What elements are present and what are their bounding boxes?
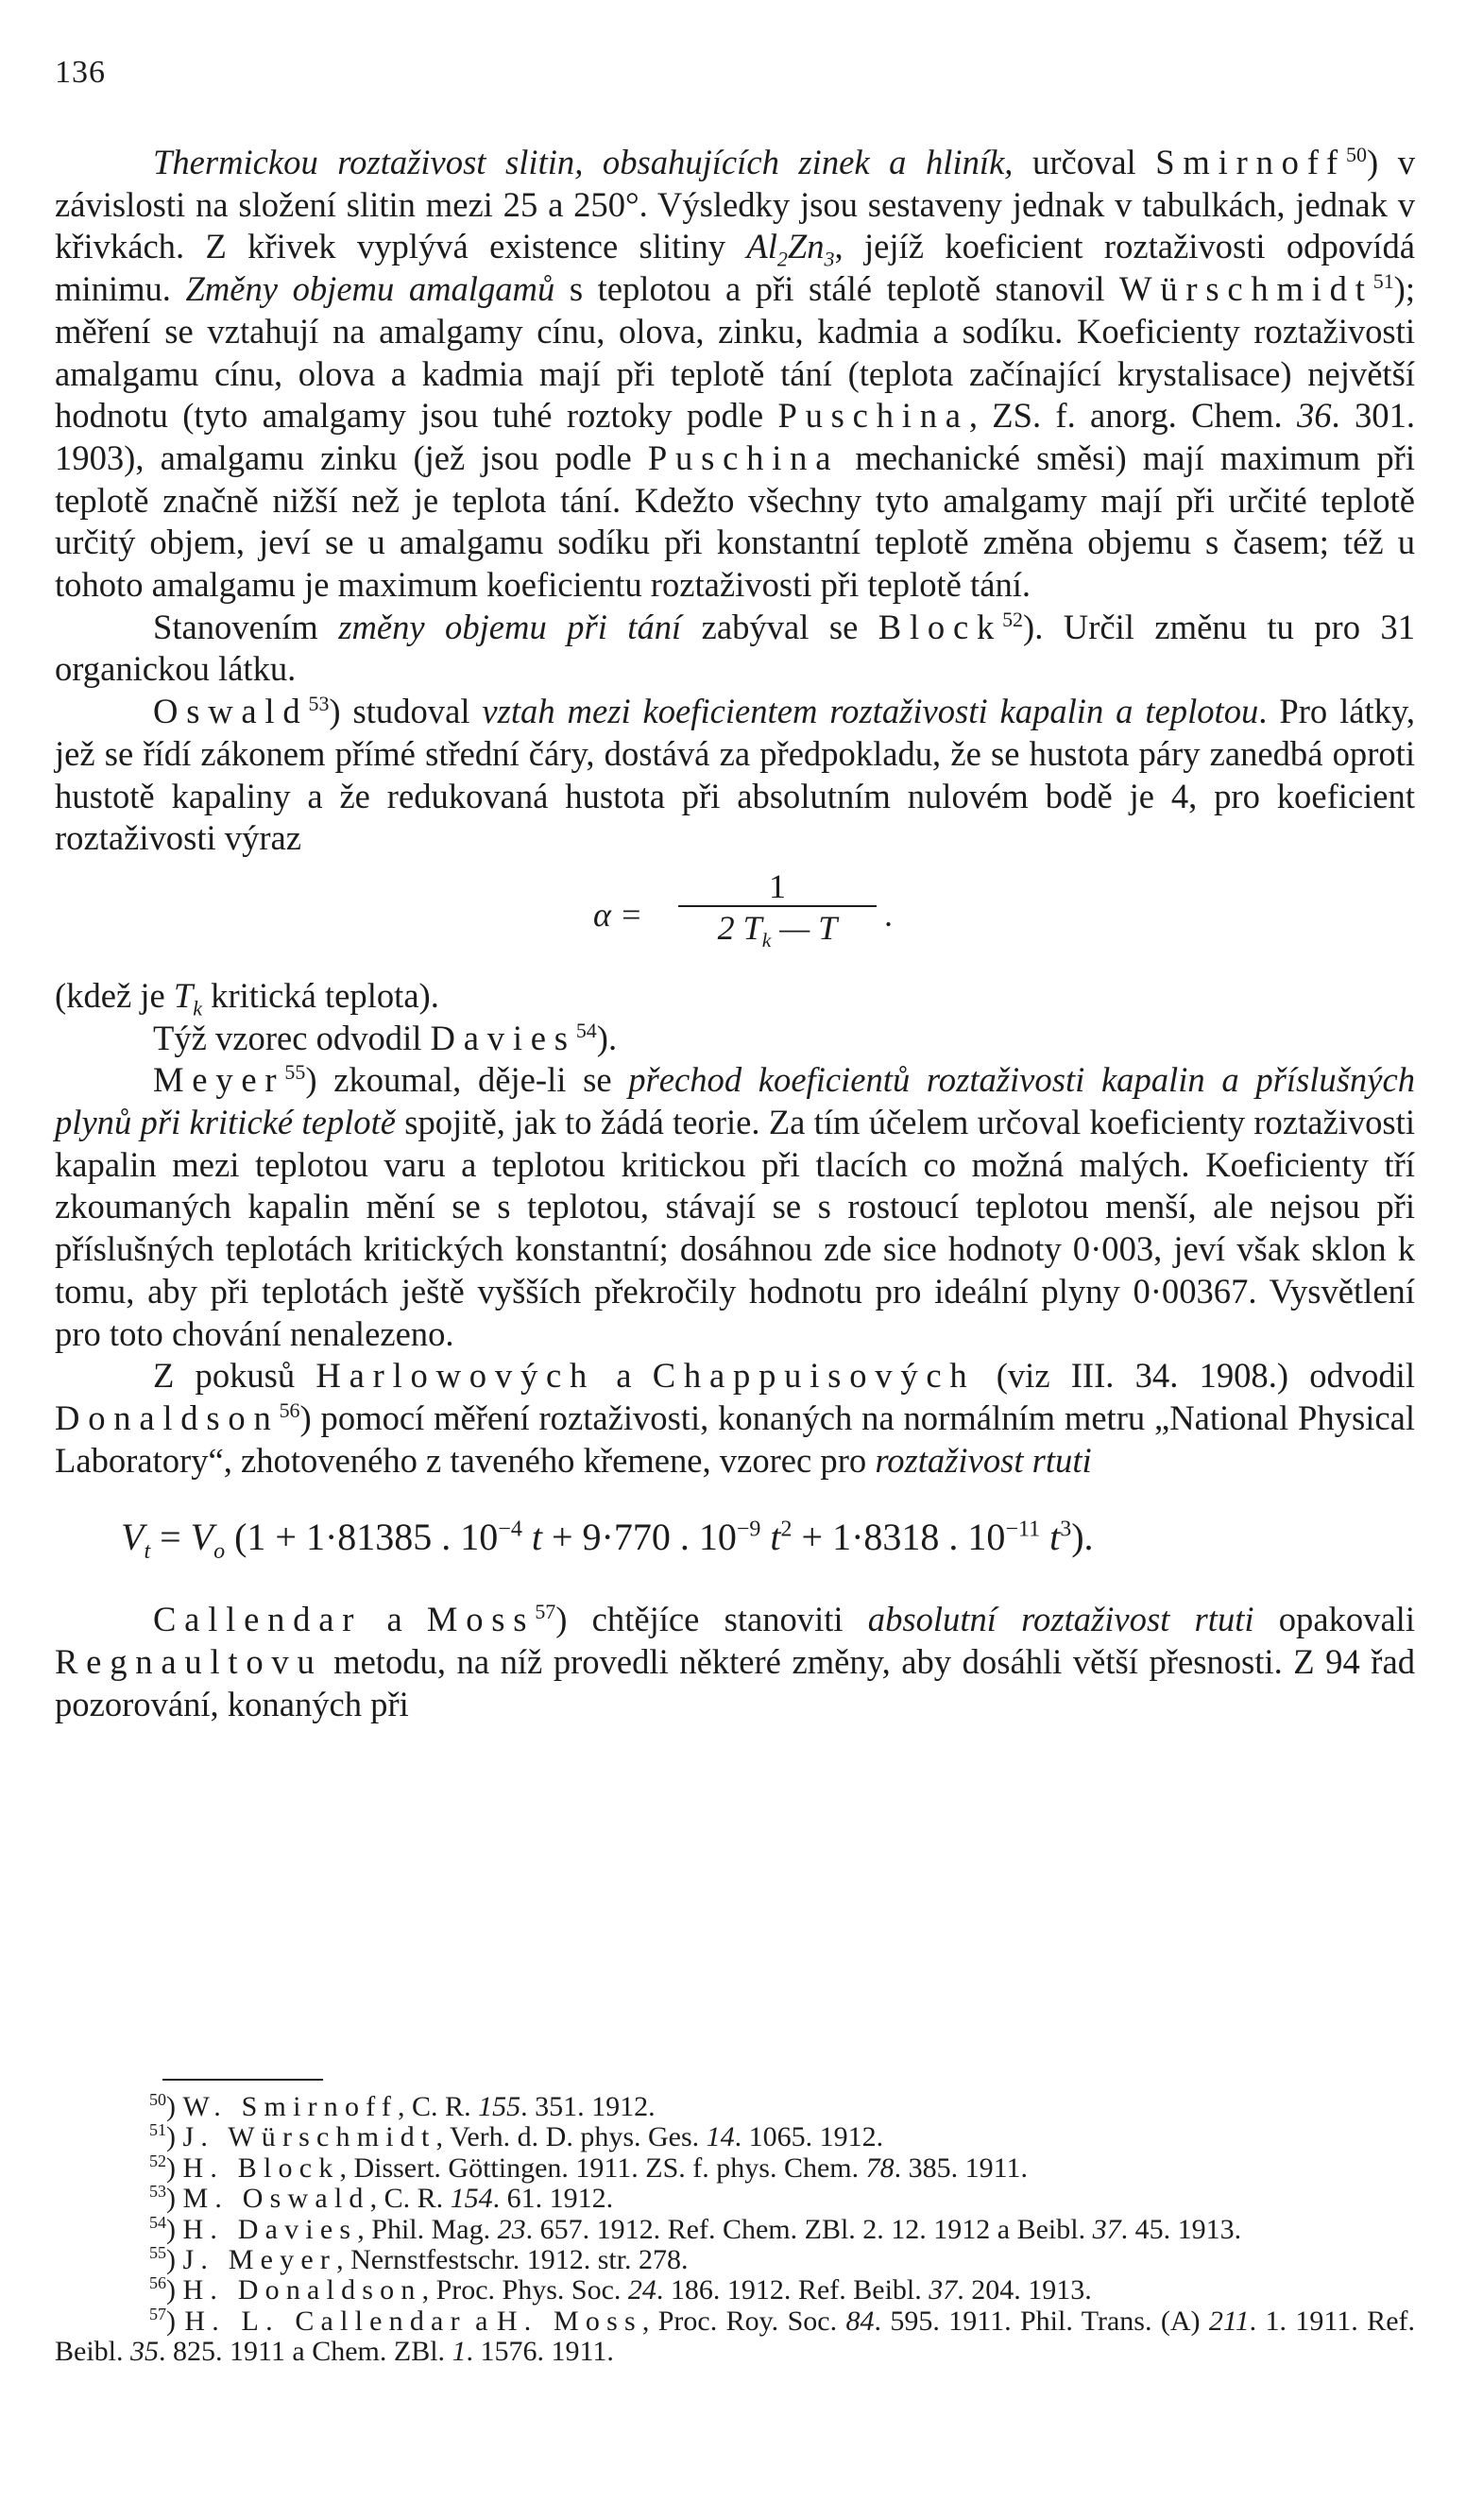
footnote-mark-paren: ) bbox=[166, 2305, 185, 2337]
formula-term: T bbox=[742, 908, 762, 947]
author-name: Puschina bbox=[777, 396, 969, 436]
footnote-mark-paren: ) bbox=[166, 2121, 183, 2153]
footnote bbox=[55, 2212, 1415, 2245]
emphasis: absolutní roztaživost rtuti bbox=[867, 1600, 1254, 1639]
citation-text: . 61. 1912. bbox=[492, 2183, 614, 2215]
text: ) pomocí měření roztaživosti, konaných na normálním metru „National Physical Laboratory“, zhotoveného z taveného křemene, vzorec pro bbox=[55, 1397, 1415, 1480]
text: zabýval se bbox=[681, 607, 878, 646]
footnote-ref: 50 bbox=[1346, 142, 1367, 166]
formula-subscript: 2 bbox=[776, 247, 788, 271]
volume-number: 35 bbox=[130, 2336, 159, 2368]
formula-term: = bbox=[150, 1516, 191, 1559]
text: a bbox=[595, 1356, 653, 1396]
citation-text: . 204. 1913. bbox=[957, 2274, 1092, 2306]
formula-symbol: t bbox=[1040, 1516, 1061, 1559]
formula-symbol: T bbox=[173, 975, 194, 1015]
citation-text: , Proc. Roy. Soc. bbox=[641, 2305, 846, 2337]
footnote-number: 51 bbox=[149, 2120, 166, 2140]
citation-text: . 595. 1911. Phil. Trans. (A) bbox=[874, 2305, 1209, 2337]
citation-text: . 657. 1912. Ref. Chem. ZBl. 2. 12. 1912 a Beibl. bbox=[525, 2213, 1093, 2245]
author-name: H. Block bbox=[182, 2151, 340, 2184]
text: ). Určil změnu tu pro 31 organickou látku. bbox=[55, 607, 1415, 689]
text: opakovali bbox=[1253, 1600, 1416, 1639]
emphasis: Thermickou roztaživost slitin, obsahujících zinek a hliník, bbox=[153, 143, 1014, 181]
footnote-mark-paren: ) bbox=[166, 2183, 183, 2215]
author-name: Harlowových bbox=[315, 1356, 596, 1396]
formula-fraction bbox=[678, 866, 877, 952]
footnote-number: 54 bbox=[149, 2212, 166, 2232]
footnote-ref: 57 bbox=[535, 1600, 556, 1624]
text: kritická teplota). bbox=[202, 975, 439, 1015]
text: ); měření se vztahují na amalgamy cínu, olova, zinku, kadmia a sodíku. Koeficienty roztaživosti amalgamu cínu, olova a kadmia mají při teplotě tání (teplota začínající krystalisace) největší hodnotu (tyto amalgamy jsou tuhé roztoky podle bbox=[55, 269, 1416, 436]
citation-text: a bbox=[466, 2305, 497, 2337]
footnote-divider bbox=[162, 2079, 323, 2081]
footnote-number: 56 bbox=[149, 2273, 166, 2293]
author-name: Callendar bbox=[153, 1600, 363, 1639]
volume-number: 23 bbox=[497, 2213, 526, 2245]
formula-expansion-coefficient bbox=[55, 860, 1415, 975]
author-name: Donaldson bbox=[55, 1397, 280, 1437]
text: a bbox=[362, 1600, 427, 1639]
formula-mercury-expansion bbox=[121, 1514, 1415, 1565]
paragraph-critical-temp-note bbox=[55, 975, 1415, 1018]
citation-text: , Nernstfestschr. 1912. str. 278. bbox=[336, 2244, 689, 2276]
formula-exponent: 2 bbox=[780, 1517, 793, 1543]
citation-text: . 1065. 1912. bbox=[734, 2121, 884, 2153]
formula-symbol: Zn bbox=[787, 227, 825, 266]
volume-number: 14 bbox=[706, 2121, 735, 2153]
paragraph-callendar-moss bbox=[55, 1599, 1415, 1725]
text: , jejíž koeficient roztaživosti odpovídá minimu. bbox=[55, 227, 1415, 309]
author-name: M. Oswald bbox=[182, 2183, 370, 2215]
emphasis: roztaživost rtuti bbox=[875, 1440, 1092, 1480]
formula-symbol: t bbox=[760, 1516, 781, 1559]
citation-text: . 825. 1911 a Chem. ZBl. bbox=[159, 2336, 452, 2368]
formula-symbol: V bbox=[190, 1516, 214, 1559]
citation-text: , Proc. Phys. Soc. bbox=[421, 2274, 628, 2306]
formula-subscript: k bbox=[761, 929, 772, 952]
author-name: J. Meyer bbox=[182, 2244, 337, 2276]
volume-number: 1 bbox=[452, 2336, 467, 2368]
body-text bbox=[55, 142, 1415, 1726]
footnote-number: 53 bbox=[149, 2182, 166, 2202]
footnote-mark-paren: ) bbox=[166, 2091, 183, 2122]
author-name: W. Smirnoff bbox=[182, 2091, 399, 2122]
text: mechanické směsi) mají maximum při teplotě značně nižší než je teplota tání. Kdežto všechny tyto amalgamy mají při určité teplotě určitý objem, jeví se u amalgamu sodíku při konstantní teplotě změna objemu s časem; též u tohoto amalgamu je maximum koeficientu roztaživosti při teplotě tání. bbox=[55, 437, 1415, 605]
emphasis: přechod koeficientů roztaživosti kapalin a příslušných plynů při kritické teplotě bbox=[55, 1060, 1415, 1142]
paragraph-donaldson bbox=[55, 1355, 1415, 1482]
text: metodu, na níž provedli některé změny, aby dosáhli větší přesnosti. Z 94 řad pozorování, konaných při bbox=[55, 1642, 1415, 1723]
text: spojitě, jak to žádá teorie. Za tím účelem určoval koeficienty roztaživosti kapalin mezi teplotou varu a teplotou kritickou při tlacích co možná malých. Koeficienty tří zkoumaných kapalin mění se s teplotou, stávají se s rostoucí teplotou menší, ale nejsou při příslušných teplotách kritických konstantní; dosáhnou zde sice hodnoty 0·003, jeví však sklon k tomu, aby při teplotách ještě vyšších překročily hodnotu pro ideální plyny 0·00367. Vysvětlení pro toto chování nenalezeno. bbox=[55, 1103, 1415, 1353]
page-number: 136 bbox=[55, 55, 106, 90]
emphasis: změny objemu při tání bbox=[338, 607, 682, 646]
author-name: Regnaultovu bbox=[55, 1642, 323, 1682]
author-name: H. Moss bbox=[496, 2305, 642, 2337]
text: Stanovením bbox=[153, 607, 339, 646]
volume-number: 155 bbox=[478, 2091, 521, 2122]
footnote-number: 55 bbox=[149, 2243, 166, 2263]
footnote-ref: 51 bbox=[1372, 268, 1394, 293]
text: ) studoval bbox=[329, 692, 483, 731]
formula-term: — T bbox=[779, 908, 838, 947]
footnote-number: 57 bbox=[149, 2304, 166, 2323]
citation-text: . 385. 1911. bbox=[894, 2151, 1029, 2184]
footnote-number: 52 bbox=[149, 2151, 166, 2170]
author-name: Davies bbox=[430, 1018, 576, 1057]
footnote-ref: 56 bbox=[279, 1397, 300, 1422]
formula-symbol: t bbox=[521, 1516, 542, 1559]
text: ) v závislosti na složení slitin mezi 25 a 250°. Výsledky jsou sestaveny jednak v tabulkách, jednak v křivkách. Z křivek vyplývá existence slitiny bbox=[55, 143, 1415, 266]
text: ) chtějíce stanoviti bbox=[555, 1600, 868, 1639]
volume-number: 84 bbox=[845, 2305, 875, 2337]
text: . 301. 1903), amalgamu zinku (jež jsou podle bbox=[55, 396, 1415, 477]
author-name: Moss bbox=[426, 1600, 536, 1639]
volume-number: 154 bbox=[450, 2183, 493, 2215]
footnote bbox=[55, 2122, 1415, 2152]
citation-text: , C. R. bbox=[398, 2091, 479, 2122]
volume-number: 36 bbox=[1296, 396, 1332, 436]
footnote-number: 50 bbox=[149, 2090, 166, 2109]
citation-text: , Phil. Mag. bbox=[357, 2213, 498, 2245]
footnote bbox=[55, 2092, 1415, 2122]
formula-term: (1 + 1·81385 . 10 bbox=[225, 1516, 499, 1559]
paragraph-melting-volume bbox=[55, 607, 1415, 691]
text: určoval bbox=[1013, 143, 1156, 181]
formula-term: + 9·770 . 10 bbox=[541, 1516, 737, 1559]
citation-text: , Verh. d. D. phys. Ges. bbox=[435, 2121, 707, 2153]
author-name: Oswald bbox=[153, 692, 309, 731]
formula-symbol: Al bbox=[746, 227, 777, 266]
footnote bbox=[55, 2153, 1415, 2184]
footnote bbox=[55, 2306, 1415, 2368]
author-name: Block bbox=[878, 607, 1003, 646]
author-name: H. Donaldson bbox=[182, 2274, 422, 2306]
text: (kdež je bbox=[55, 975, 174, 1015]
formula-subscript: 3 bbox=[824, 247, 835, 271]
footnote-mark-paren: ) bbox=[166, 2274, 183, 2306]
citation-text: . 351. 1912. bbox=[520, 2091, 656, 2122]
text: s teplotou a při stálé teplotě stanovil bbox=[554, 269, 1120, 309]
citation-text: . 1576. 1911. bbox=[466, 2336, 614, 2368]
emphasis: Změny objemu amalgamů bbox=[185, 269, 555, 309]
footnote bbox=[55, 2184, 1415, 2214]
author-name: Smirnoff bbox=[1155, 143, 1346, 181]
citation-text: . 45. 1913. bbox=[1120, 2213, 1242, 2245]
footnote-ref: 53 bbox=[308, 691, 330, 715]
author-name: H. L. Callendar bbox=[184, 2305, 467, 2337]
formula-denominator bbox=[678, 907, 877, 952]
volume-number: 37 bbox=[929, 2274, 958, 2306]
formula-subscript: t bbox=[144, 1539, 151, 1565]
author-name: H. Davies bbox=[182, 2213, 358, 2245]
citation-text: . 1. 1911. Ref. Beibl. bbox=[55, 2305, 1415, 2368]
text: Týž vzorec odvodil bbox=[153, 1018, 431, 1057]
paragraph-davies bbox=[55, 1018, 1415, 1060]
author-name: Puschina bbox=[647, 437, 840, 477]
formula-term: + 1·8318 . 10 bbox=[792, 1516, 1006, 1559]
footnote-mark-paren: ) bbox=[166, 2151, 183, 2184]
formula-lhs: α = bbox=[593, 895, 643, 934]
formula-exponent: −11 bbox=[1005, 1517, 1041, 1543]
footnote bbox=[55, 2245, 1415, 2275]
author-name: J. Würschmidt bbox=[182, 2121, 436, 2153]
formula-end: . bbox=[884, 895, 893, 934]
formula-subscript: o bbox=[213, 1539, 226, 1565]
text: , ZS. f. anorg. Chem. bbox=[968, 396, 1297, 436]
formula-exponent: −4 bbox=[498, 1517, 522, 1543]
formula-exponent: −9 bbox=[736, 1517, 761, 1543]
paragraph-oswald bbox=[55, 691, 1415, 860]
citation-text: . 186. 1912. Ref. Beibl. bbox=[656, 2274, 929, 2306]
formula-symbol: V bbox=[121, 1516, 145, 1559]
footnote-ref: 54 bbox=[575, 1018, 597, 1042]
paragraph-thermal-expansion-alloys bbox=[55, 142, 1415, 607]
author-name: Würschmidt bbox=[1119, 269, 1373, 309]
footnotes bbox=[55, 2092, 1415, 2368]
formula-numerator: 1 bbox=[678, 867, 877, 907]
footnote bbox=[55, 2275, 1415, 2306]
author-name: Chappuisových bbox=[652, 1356, 976, 1396]
text: Z pokusů bbox=[153, 1356, 316, 1396]
volume-number: 211 bbox=[1208, 2305, 1250, 2337]
footnote-mark-paren: ) bbox=[166, 2213, 183, 2245]
formula-term: 2 bbox=[717, 908, 735, 947]
citation-text: , Dissert. Göttingen. 1911. ZS. f. phys. Chem. bbox=[339, 2151, 866, 2184]
author-name: Meyer bbox=[153, 1060, 285, 1100]
footnote-ref: 55 bbox=[284, 1060, 306, 1085]
volume-number: 78 bbox=[865, 2151, 895, 2184]
formula-exponent: 3 bbox=[1060, 1517, 1072, 1543]
volume-number: 37 bbox=[1092, 2213, 1121, 2245]
text: ) zkoumal, děje-li se bbox=[305, 1060, 629, 1100]
formula-term: ). bbox=[1071, 1516, 1094, 1559]
footnote-ref: 52 bbox=[1002, 607, 1024, 631]
formula-subscript: k bbox=[193, 996, 203, 1020]
footnote-mark-paren: ) bbox=[166, 2244, 183, 2276]
text: (viz III. 34. 1908.) odvodil bbox=[975, 1356, 1415, 1396]
volume-number: 24 bbox=[627, 2274, 656, 2306]
paragraph-meyer bbox=[55, 1059, 1415, 1355]
emphasis: vztah mezi koeficientem roztaživosti kapalin a teplotou bbox=[482, 692, 1259, 731]
text: ). bbox=[596, 1018, 618, 1057]
text: . Pro látky, jež se řídí zákonem přímé střední čáry, dostává za předpokladu, že se hustota páry zanedbá oproti hustotě kapaliny a že redukovaná hustota při absolutním nulovém bodě je 4, pro koeficient roztaživosti výraz bbox=[55, 692, 1416, 858]
citation-text: , C. R. bbox=[369, 2183, 451, 2215]
